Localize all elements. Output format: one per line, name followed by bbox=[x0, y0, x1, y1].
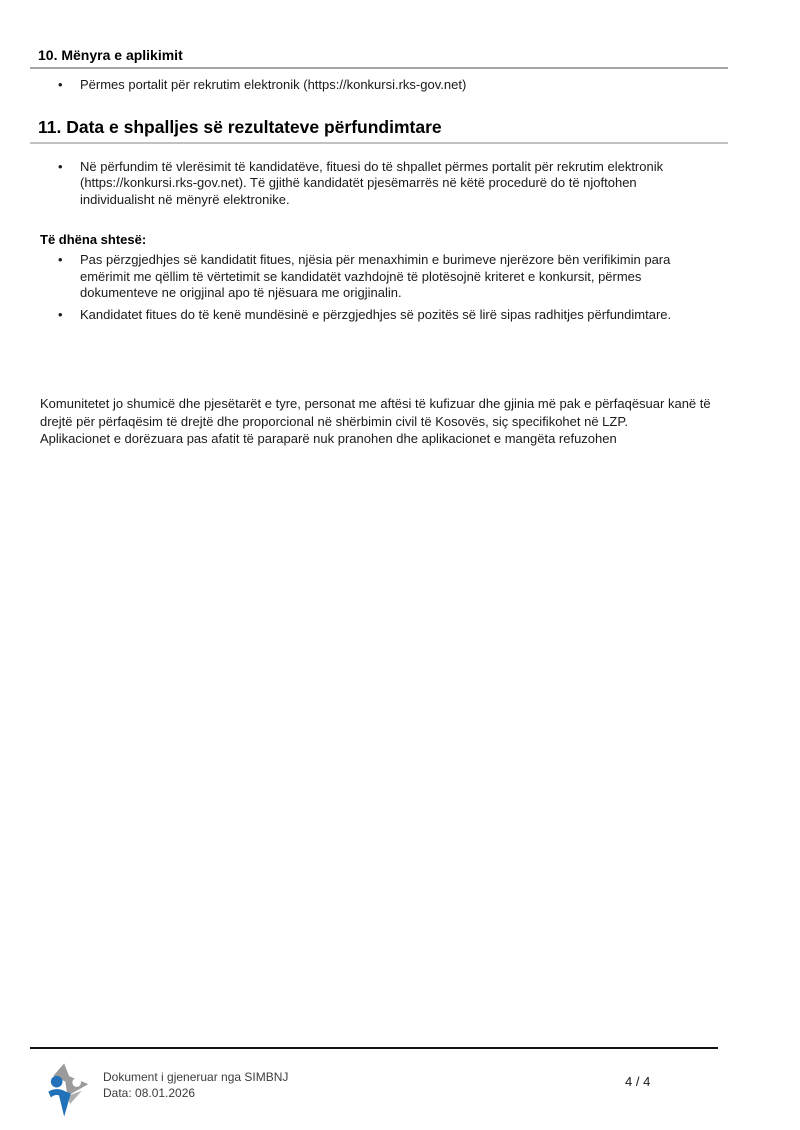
document-content bbox=[38, 0, 728, 448]
footer-generated-by: Dokument i gjeneruar nga SIMBNJ bbox=[103, 1070, 289, 1084]
simbnj-logo bbox=[40, 1062, 90, 1118]
footer-meta bbox=[103, 1069, 288, 1101]
section-10-bullet: • Përmes portalit për rekrutim elektronik (https://konkursi.rks-gov.net) bbox=[38, 77, 694, 94]
additional-info-bullet: • Pas përzgjedhjes së kandidatit fitues, njësia për menaxhimin e burimeve njerëzore bën verifikimin para emërimit me qëllim të vërtetimit se kandidatët vazhdojnë të plotësojnë kriteret e konkursit, përmes dokumenteve ne origjinal apo të njësuara me origjinalin. bbox=[38, 252, 694, 302]
section-11-heading: 11. Data e shpalljes së rezultateve përfundimtare bbox=[30, 117, 728, 144]
additional-info-list bbox=[38, 252, 728, 323]
section-11-list bbox=[38, 159, 728, 209]
section-10-heading: 10. Mënyra e aplikimit bbox=[30, 47, 728, 69]
page-number: 4 / 4 bbox=[625, 1074, 651, 1089]
footer-divider bbox=[30, 1047, 718, 1049]
additional-info-heading: Të dhëna shtesë: bbox=[40, 232, 147, 247]
closing-paragraph-applications: Aplikacionet e dorëzuara pas afatit të paraparë nuk pranohen dhe aplikacionet e mangëta refuzohen bbox=[40, 431, 617, 446]
additional-info-bullet: • Kandidatet fitues do të kenë mundësinë e përzgjedhjes së pozitës së lirë sipas radhitjes përfundimtare. bbox=[38, 307, 694, 324]
closing-paragraphs bbox=[40, 395, 722, 448]
footer-date: Data: 08.01.2026 bbox=[103, 1086, 196, 1100]
closing-paragraph-communities: Komunitetet jo shumicë dhe pjesëtarët e tyre, personat me aftësi të kufizuar dhe gjinia më pak e përfaqësuar kanë të drejtë për përfaqësim të drejtë dhe proporcional në shërbimin civil të Kosovës, siç specifikohet në LZP. bbox=[40, 396, 711, 429]
section-10-list bbox=[38, 77, 728, 94]
section-11-bullet: • Në përfundim të vlerësimit të kandidatëve, fituesi do të shpallet përmes portalit për rekrutim elektronik (https://konkursi.rks-gov.net). Të gjithë kandidatët pjesëmarrës në këtë procedurë do të njoftohen individualisht në mënyrë elektronike. bbox=[38, 159, 694, 209]
